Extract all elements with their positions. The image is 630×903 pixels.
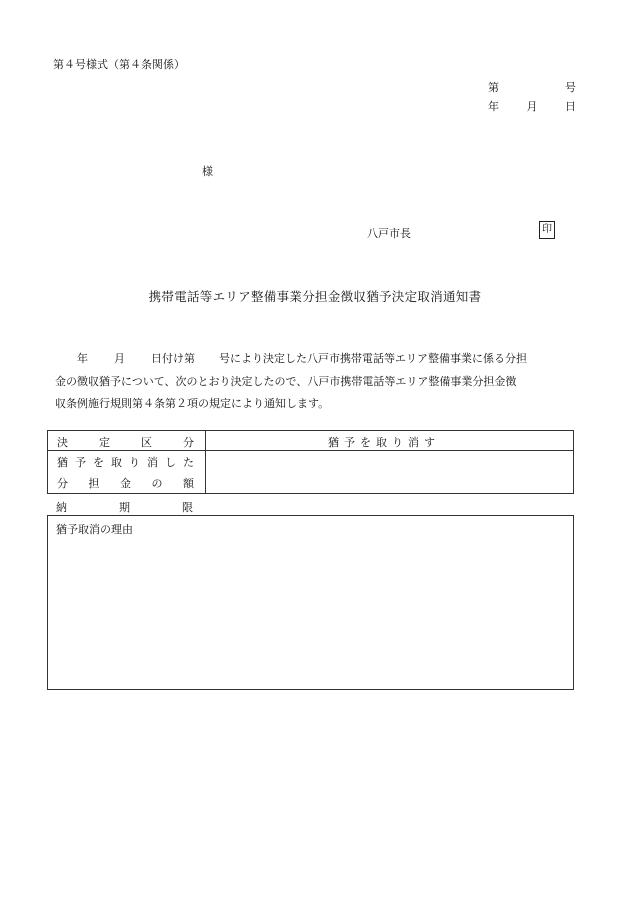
- document-number-line: [488, 79, 576, 95]
- form-number: 第４号様式（第４条関係）: [53, 58, 185, 71]
- seal-mark: 印: [539, 221, 555, 239]
- sender-title: 八戸市長: [367, 227, 411, 240]
- decision-label-char: 区: [141, 436, 152, 449]
- deadline-label-char: 期: [119, 501, 130, 514]
- amount-row: [47, 450, 574, 494]
- body-year: 年: [77, 352, 88, 365]
- decision-label-char: 定: [99, 436, 110, 449]
- decision-label-char: 分: [183, 436, 194, 449]
- recipient-honorific: 様: [202, 165, 213, 178]
- body-text: [55, 348, 579, 416]
- deadline-label-char: 納: [56, 501, 67, 514]
- reason-box[interactable]: [47, 515, 574, 690]
- number-suffix: 号: [565, 81, 576, 94]
- body-date-ref: 日付け第: [151, 352, 195, 365]
- amount-label-char: 取: [111, 456, 122, 469]
- column-divider: [205, 431, 206, 450]
- amount-label-char: た: [183, 456, 194, 469]
- amount-label-char: の: [151, 477, 163, 490]
- body-month: 月: [114, 352, 125, 365]
- amount-label-line-2: [57, 475, 194, 491]
- column-divider: [205, 450, 206, 493]
- amount-label-char: 分: [57, 477, 68, 490]
- amount-label-char: 金: [120, 477, 131, 490]
- amount-label-char: 予: [75, 456, 86, 469]
- deadline-label: [56, 499, 193, 515]
- body-line-3: 収条例施行規則第４条第２項の規定により通知します。: [55, 397, 330, 410]
- body-line-1: [55, 348, 579, 371]
- amount-label-char: 消: [147, 456, 158, 469]
- reason-label: 猶予取消の理由: [56, 523, 133, 536]
- date-day: 日: [565, 100, 576, 113]
- amount-label-char: 担: [88, 477, 100, 490]
- deadline-row: [47, 496, 574, 516]
- body-line-1-rest: 号により決定した八戸市携帯電話等エリア整備事業に係る分担: [219, 352, 527, 365]
- document-title: 携帯電話等エリア整備事業分担金徴収猶予決定取消通知書: [148, 289, 482, 304]
- number-prefix: 第: [488, 81, 499, 94]
- date-year: 年: [488, 100, 499, 113]
- date-line: [488, 98, 576, 114]
- date-month: 月: [526, 100, 538, 113]
- amount-label-char: 猶: [57, 456, 68, 469]
- decision-label-char: 決: [57, 436, 68, 449]
- deadline-label-char: 限: [182, 501, 193, 514]
- decision-value: 猶予を取り消す: [328, 436, 440, 449]
- decision-row: [47, 430, 574, 451]
- amount-label-char: 額: [183, 477, 194, 490]
- amount-label-char: し: [165, 456, 176, 469]
- amount-label-line-1: [57, 454, 194, 470]
- decision-label: [57, 434, 194, 450]
- body-line-2: 金の徴収猶予について、次のとおり決定したので、八戸市携帯電話等エリア整備事業分担金徴: [55, 374, 517, 388]
- amount-label-char: を: [93, 456, 104, 469]
- amount-label-char: り: [129, 456, 140, 469]
